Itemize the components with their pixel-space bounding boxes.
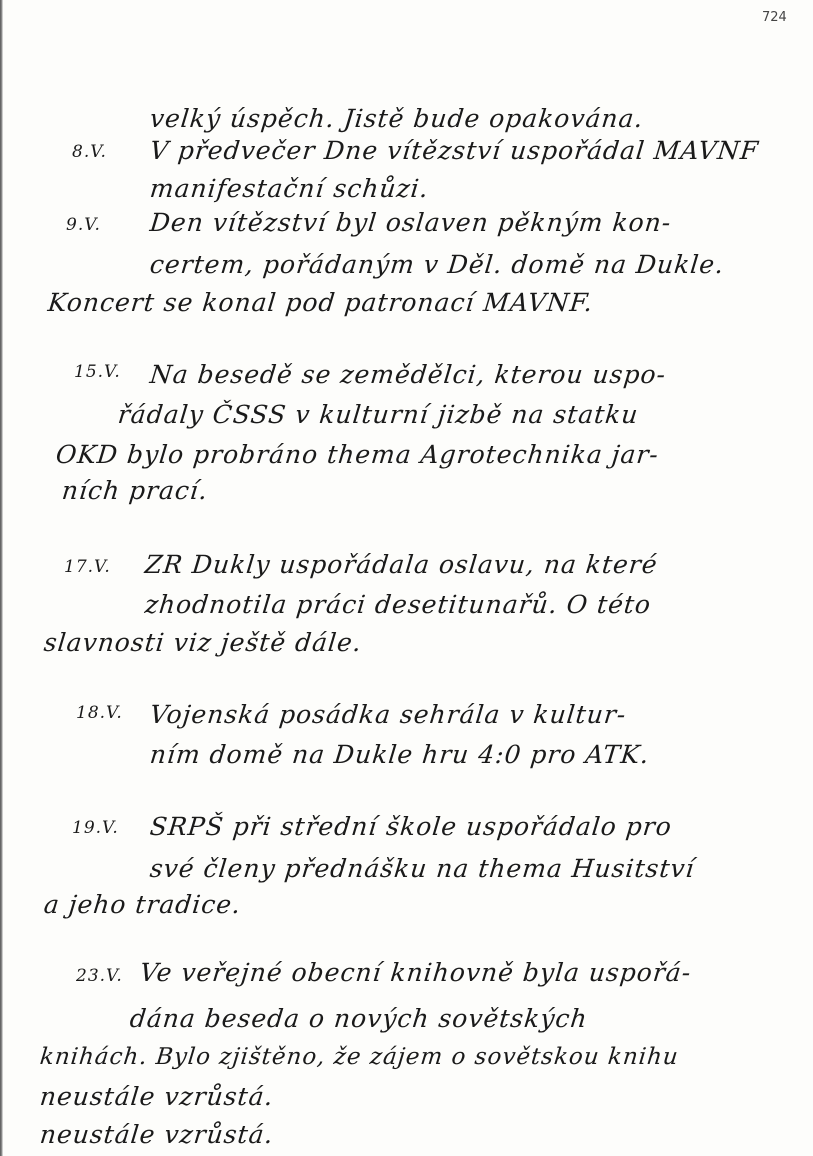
entry-line: zhodnotila práci desetitunařů. O této (143, 590, 653, 619)
entry-line: ZR Dukly uspořádala oslavu, na které (143, 550, 660, 579)
entry-line: řádaly ČSSS v kulturní jizbě na statku (116, 400, 641, 429)
entry-line: Na besedě se zemědělci, kterou uspo- (148, 360, 668, 389)
entry-date: 9.V. (66, 215, 101, 235)
entry-line: dána beseda o nových sovětských (128, 1004, 590, 1033)
entry-line: ním domě na Dukle hru 4:0 pro ATK. (148, 740, 651, 769)
entry-date: 23.V. (76, 966, 123, 986)
entry-line: manifestační schůzi. (148, 174, 431, 203)
entry-date: 19.V. (72, 818, 119, 838)
entry-line: své členy přednášku na thema Husitství (148, 854, 697, 883)
entry-date: 17.V. (64, 557, 111, 577)
entry-line: OKD bylo probráno thema Agrotechnika jar- (54, 440, 661, 469)
entry-line: velký úspěch. Jistě bude opakována. (148, 104, 646, 133)
entry-line: certem, pořádaným v Děl. domě na Dukle. (148, 250, 726, 279)
entry-line: a jeho tradice. (42, 890, 243, 919)
page-number: 724 (762, 10, 787, 25)
entry-line: SRPŠ při střední škole uspořádalo pro (148, 812, 674, 841)
entry-date: 15.V. (74, 362, 121, 382)
entry-line: Koncert se konal pod patronací MAVNF. (46, 288, 595, 317)
entry-line: Den vítězství byl oslaven pěkným kon- (148, 208, 673, 237)
entry-line: ních prací. (60, 476, 210, 505)
entry-date: 8.V. (72, 142, 107, 162)
scan-edge (0, 0, 3, 1156)
entry-line: slavnosti viz ještě dále. (42, 628, 364, 657)
entry-line: Ve veřejné obecní knihovně byla uspořá- (138, 958, 693, 987)
entry-line: neustále vzrůstá. (38, 1120, 276, 1149)
entry-line: V předvečer Dne vítězství uspořádal MAVNF (148, 136, 761, 165)
entry-line: Vojenská posádka sehrála v kultur- (148, 700, 628, 729)
entry-line: neustále vzrůstá. (38, 1082, 276, 1111)
entry-line: knihách. Bylo zjištěno, že zájem o sovětskou knihu (38, 1044, 681, 1070)
entry-date: 18.V. (76, 703, 123, 723)
